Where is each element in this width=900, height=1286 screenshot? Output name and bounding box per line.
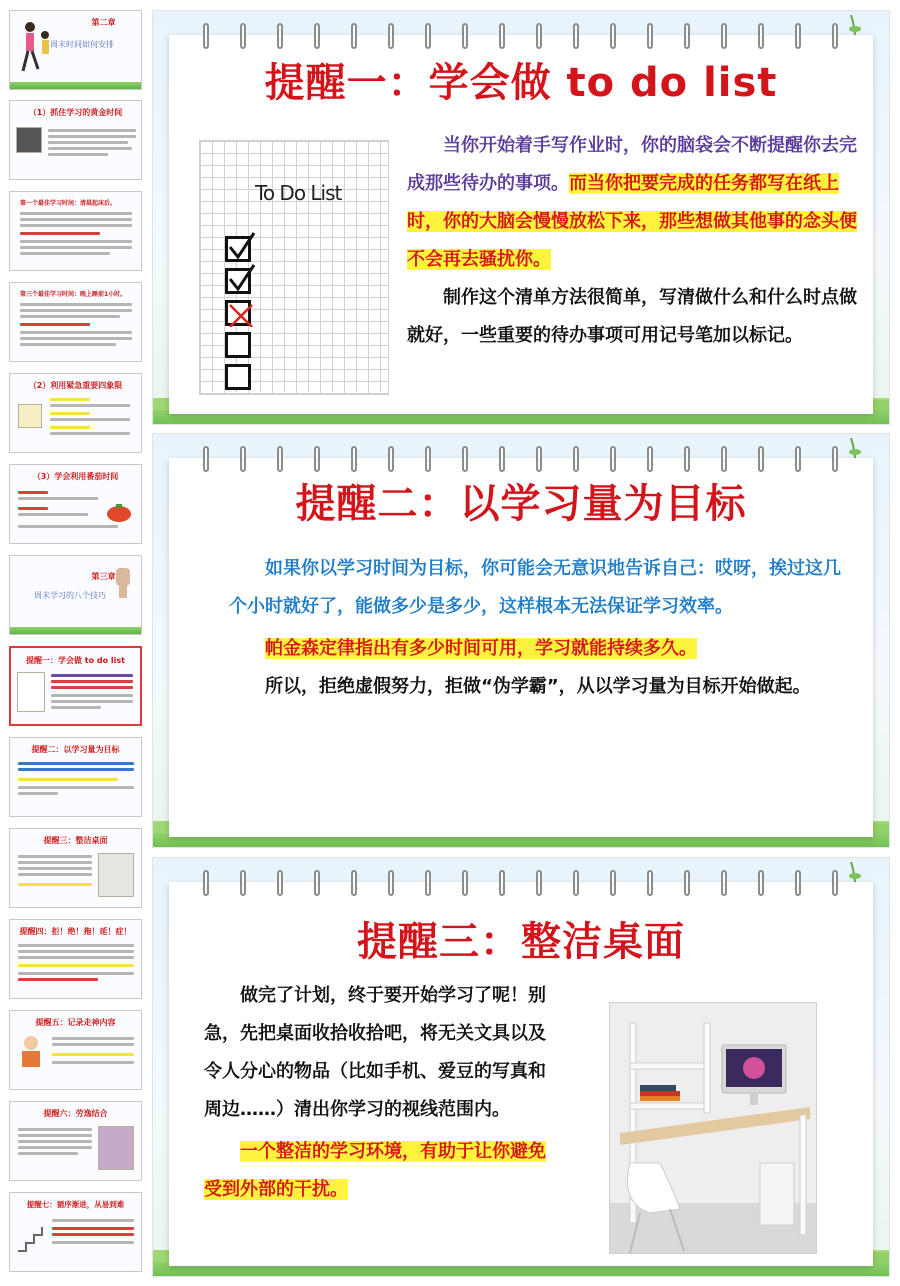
thumbnail-title: 第三章 [91,572,116,581]
slide-title: 提醒二：以学习量为目标 [295,481,747,527]
ring-binding [647,446,653,472]
slide-paper [169,35,873,414]
grass-decoration [10,627,141,634]
ring-binding [610,870,616,896]
student-cartoon-icon [16,1033,46,1073]
thumbnail-title: 提醒四：拒！绝！拖！延！症！ [19,927,132,936]
ring-binding [795,870,801,896]
desk-thumbnail-image [98,853,134,897]
ring-binding [758,870,764,896]
slide-title: 提醒三：整洁桌面 [357,919,685,965]
thumbnail-title: 提醒一：学会做 to do list [26,656,125,665]
ring-binding [536,870,542,896]
slide-thumbnail-2[interactable] [9,100,142,180]
slide-thumbnail-12[interactable] [9,1010,142,1090]
thumbnail-title: 提醒五：记录走神内容 [35,1018,116,1027]
todo-list-illustration [199,140,389,395]
thumbnail-image [16,127,42,153]
thumbnail-title: 提醒七：循序渐进，从易到难 [26,1200,125,1209]
slide-thumbnail-13[interactable] [9,1101,142,1181]
checked-box-icon [225,236,251,262]
raised-fist-icon [108,564,136,598]
thumbnail-subtitle: 周末时间如何安排 [50,40,114,49]
slide-thumbnail-10[interactable] [9,828,142,908]
thumbnail-title: 第二章 [91,18,116,27]
running-kids-icon [18,19,54,85]
ring-binding [277,870,283,896]
thumbnail-title: 提醒六：劳逸结合 [43,1109,108,1118]
ring-binding [388,23,394,49]
slide-paper [169,458,873,837]
thumbnail-title: 提醒二：以学习量为目标 [31,745,120,754]
desk-photo [609,1002,817,1254]
quadrant-image [18,404,42,428]
slide-thumbnail-7[interactable] [9,555,142,635]
ring-binding [684,446,690,472]
paragraph-1: 做完了计划，终于要开始学习了呢！别急，先把桌面收拾收拾吧，将无关文具以及令人分心的物品（比如手机、爱豆的写真和周边……）清出你学习的视线范围内。 [204,985,546,1120]
crossed-box-icon [225,300,251,326]
slide-thumbnail-panel [0,0,148,1286]
stairs-icon [16,1215,46,1255]
ring-binding [610,446,616,472]
ring-binding [203,23,209,49]
slide-1-body [407,127,867,355]
ring-binding [314,446,320,472]
slide-paper [169,882,873,1266]
slide-thumbnail-1[interactable] [9,10,142,90]
ring-binding [832,23,838,49]
ring-binding [425,870,431,896]
slide-2-study-volume [152,433,890,848]
ring-binding [610,23,616,49]
ring-binding [425,23,431,49]
slide-3-body [204,977,559,1209]
thumbnail-title: （2）利用紧急重要四象限 [28,381,123,390]
ring-binding [684,870,690,896]
slide-3-clean-desk [152,857,890,1277]
empty-box-icon [225,332,251,358]
ring-binding [351,446,357,472]
ring-binding [758,446,764,472]
ring-binding [203,870,209,896]
ring-binding [573,870,579,896]
desk-illustration [610,1003,817,1254]
thumbnail-title: 第三个最佳学习时间：晚上睡前1小时。 [20,291,127,298]
highlighted-paragraph: 帕金森定律指出有多少时间可用，学习就能持续多久。 [265,638,697,659]
ring-binding [240,23,246,49]
notebook-rings [179,45,863,75]
slide-1-todo-list [152,10,890,425]
blossom-thumbnail-image [98,1126,134,1170]
slide-thumbnail-11[interactable] [9,919,142,999]
ring-binding [721,870,727,896]
ring-binding [462,23,468,49]
ring-binding [795,23,801,49]
slide-thumbnail-9[interactable] [9,737,142,817]
ring-binding [795,446,801,472]
paragraph-3: 所以，拒绝虚假努力，拒做“伪学霸”，从以学习量为目标开始做起。 [265,676,811,697]
ring-binding [721,23,727,49]
slide-title: 提醒一：学会做 to do list [264,60,778,106]
checked-box-icon [225,268,251,294]
notebook-rings [179,468,863,498]
slide-thumbnail-5[interactable] [9,373,142,453]
ring-binding [314,870,320,896]
thumbnail-title: 第一个最佳学习时间：清晨起床后。 [20,200,117,207]
thumbnail-title: 提醒三：整洁桌面 [43,836,108,845]
ring-binding [647,870,653,896]
ring-binding [314,23,320,49]
thumbnail-title: （1）抓住学习的黄金时间 [28,108,123,117]
ring-binding [277,446,283,472]
ring-binding [499,870,505,896]
slide-thumbnail-3[interactable] [9,191,142,271]
slide-2-body [229,550,841,706]
thumbnail-title: （3）学会利用番茄时间 [32,472,119,481]
paragraph-2: 制作这个清单方法很简单，写清做什么和什么时点做就好，一些重要的待办事项可用记号笔加以标记。 [407,287,857,346]
ring-binding [462,446,468,472]
paragraph-1: 如果你以学习时间为目标，你可能会无意识地告诉自己：哎呀，挨过这几个小时就好了，能做多少是多少，这样根本无法保证学习效率。 [229,558,841,617]
ring-binding [647,23,653,49]
ring-binding [536,23,542,49]
ring-binding [277,23,283,49]
paragraph-1: 当你开始着手写作业时，你的脑袋会不断提醒你去完成那些待办的事项。 [407,135,857,194]
ring-binding [499,23,505,49]
ring-binding [721,446,727,472]
ring-binding [573,446,579,472]
grass-decoration [10,82,141,89]
notebook-rings [179,892,863,922]
ring-binding [758,23,764,49]
slide-thumbnail-4[interactable] [9,282,142,362]
ring-binding [499,446,505,472]
ring-binding [203,446,209,472]
slide-thumbnail-8-current[interactable] [9,646,142,726]
ring-binding [388,870,394,896]
ring-binding [351,870,357,896]
ring-binding [536,446,542,472]
ring-binding [240,870,246,896]
ring-binding [573,23,579,49]
ring-binding [240,446,246,472]
ring-binding [684,23,690,49]
ring-binding [388,446,394,472]
todo-label: To Do List [255,181,342,205]
slide-thumbnail-6[interactable] [9,464,142,544]
ring-binding [832,446,838,472]
ring-binding [462,870,468,896]
ring-binding [832,870,838,896]
empty-box-icon [225,364,251,390]
slide-thumbnail-14[interactable] [9,1192,142,1272]
ring-binding [425,446,431,472]
ring-binding [351,23,357,49]
highlighted-paragraph-1: 而当你把要完成的任务都写在纸上时，你的大脑会慢慢放松下来，那些想做其他事的念头便不会再去骚扰你。 [407,173,857,270]
todo-thumbnail-image [17,672,45,712]
highlighted-paragraph: 一个整洁的学习环境，有助于让你避免受到外部的干扰。 [204,1141,546,1200]
tomato-timer-icon [106,503,132,523]
thumbnail-subtitle: 周末学习的八个技巧 [34,591,106,600]
